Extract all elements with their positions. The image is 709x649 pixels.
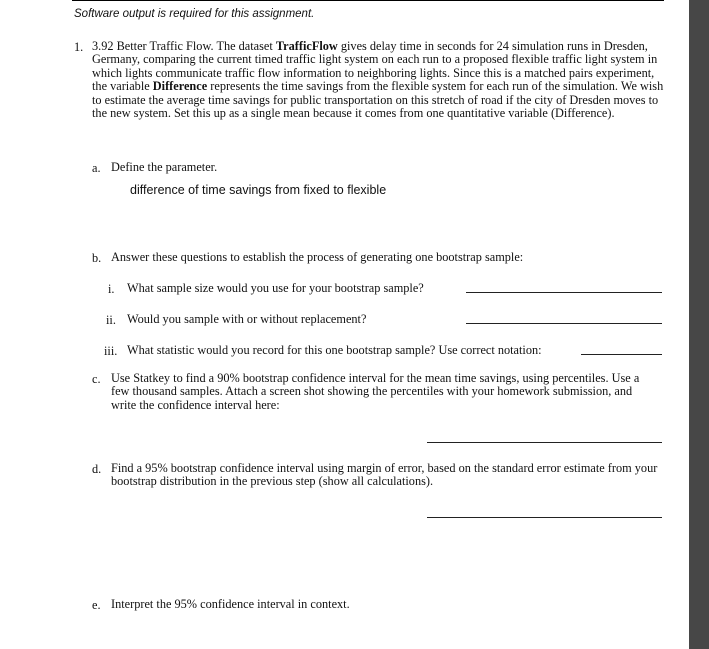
assignment-header: Software output is required for this assignment. bbox=[74, 8, 315, 20]
question-number: 1. bbox=[74, 40, 84, 54]
part-b-label: b. bbox=[92, 251, 102, 265]
part-d-answer-line[interactable] bbox=[427, 517, 662, 518]
part-b-i-text: What sample size would you use for your bootstrap sample? bbox=[127, 281, 424, 295]
question-text bbox=[92, 40, 664, 120]
part-b-iii-answer-line[interactable] bbox=[581, 354, 662, 355]
dataset-name: TrafficFlow bbox=[275, 39, 338, 53]
top-rule bbox=[72, 0, 664, 1]
part-c-label: c. bbox=[92, 372, 101, 386]
part-a-text: Define the parameter. bbox=[111, 160, 218, 174]
part-b-i-label: i. bbox=[108, 282, 115, 296]
part-e-label: e. bbox=[92, 598, 101, 612]
part-b-text: Answer these questions to establish the process of generating one bootstrap sample: bbox=[111, 250, 524, 264]
part-a-answer[interactable]: difference of time savings from fixed to flexible bbox=[130, 183, 387, 197]
part-a-label: a. bbox=[92, 161, 101, 175]
part-b-ii-answer-line[interactable] bbox=[466, 323, 662, 324]
part-b-ii-text: Would you sample with or without replacement? bbox=[127, 312, 367, 326]
part-b-iii-text: What statistic would you record for this one bootstrap sample? Use correct notation: bbox=[127, 343, 542, 357]
part-b-iii-label: iii. bbox=[104, 344, 118, 358]
part-c-answer-line[interactable] bbox=[427, 442, 662, 443]
part-b-i-answer-line[interactable] bbox=[466, 292, 662, 293]
part-e-text: Interpret the 95% confidence interval in context. bbox=[111, 597, 350, 611]
question-prefix: 3.92 Better Traffic Flow. The dataset bbox=[92, 39, 276, 53]
part-d-text: Find a 95% bootstrap confidence interval using margin of error, based on the standard error estimate from your bootstrap distribution in the previous step (show all calculations). bbox=[111, 461, 658, 489]
question-mid: gives delay time in seconds for 24 simulation runs in Dresden, Germany, comparing the current timed traffic light system on each run to a proposed flexible traffic light system in which lights communicate traffic flow information to neighboring lights. Since this is a matched pairs experiment, the variable bbox=[92, 39, 658, 94]
variable-name: Difference bbox=[152, 79, 208, 94]
question-suffix: represents the time savings from the flexible system for each run of the simulation. We wish to estimate the average time savings for public transportation on this stretch of road if the city of Dresden moves to the new system. Set this up as a single mean because it comes from one quantitative variable (Difference). bbox=[92, 79, 664, 121]
part-c-text: Use Statkey to find a 90% bootstrap confidence interval for the mean time savings, using percentiles. Use a few thousand samples. Attach a screen shot showing the percentiles with your homework submission, and write the confidence interval here: bbox=[111, 371, 640, 412]
part-d-label: d. bbox=[92, 462, 102, 476]
part-b-ii-label: ii. bbox=[106, 313, 116, 327]
